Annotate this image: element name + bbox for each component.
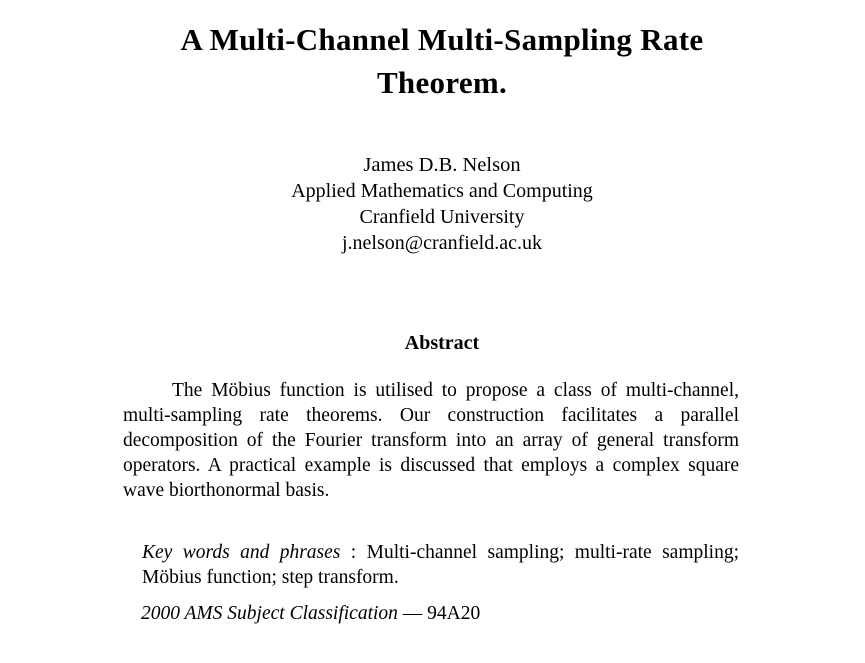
classification-line [141,601,739,626]
classification-label: 2000 AMS Subject Classification [141,603,398,624]
paper-title: A Multi-Channel Multi-Sampling Rate Theorem. [180,22,704,100]
classification-separator: — [397,603,428,624]
author-email: j.nelson@cranfield.ac.uk [341,232,542,254]
keywords-separator: : [340,542,367,563]
author-block [19,152,865,256]
author-affiliation: Applied Mathematics and Computing [291,180,593,202]
keywords-text: Multi-channel sampling; multi-rate sampling; Möbius function; step transform. [142,542,740,588]
keywords-line [142,540,739,590]
abstract-text: The Möbius function is utilised to propose a class of multi-channel, multi-sampling rate theorems. Our construction facilitates a parallel decomposition of the Fourier transform into an array of general transform operators. A practical example is discussed that employs a complex square wave biorthonormal basis. [123,380,739,501]
abstract-heading: Abstract [404,332,480,354]
author-name: James D.B. Nelson [363,154,521,176]
keywords-label: Key words and phrases [142,542,341,563]
author-university: Cranfield University [359,206,525,228]
classification-value: 94A20 [427,603,481,624]
